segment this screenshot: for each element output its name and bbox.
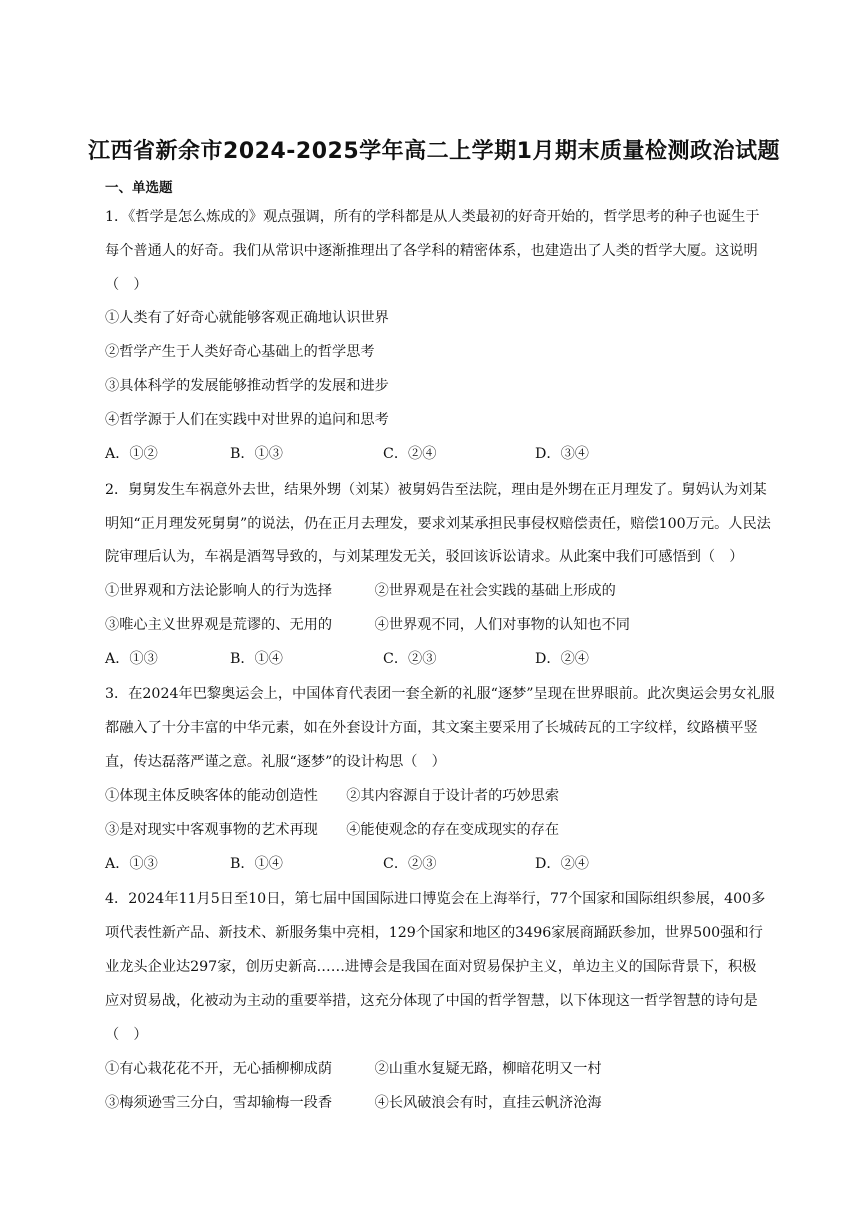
statement: ①人类有了好奇心就能够客观正确地认识世界 — [105, 310, 389, 326]
question-stem-line: （ ） — [105, 277, 148, 293]
question-stem-line: 业龙头企业达297家，创历史新高……进博会是我国在面对贸易保护主义，单边主义的国际背景下，积极 — [105, 959, 757, 975]
question-stem-line: 明知“正月理发死舅舅”的说法，仍在正月去理发，要求刘某承担民事侵权赔偿责任，赔偿100万元。人民法 — [105, 516, 771, 532]
option-a: A．①③ — [105, 856, 158, 872]
page-title: 江西省新余市2024-2025学年高二上学期1月期末质量检测政治试题 — [88, 139, 780, 164]
option-c: C．②③ — [383, 651, 437, 667]
statement: ④哲学源于人们在实践中对世界的追问和思考 — [105, 412, 389, 428]
option-c: C．②③ — [383, 856, 437, 872]
question-stem-line: 每个普通人的好奇。我们从常识中逐渐推理出了各学科的精密体系，也建造出了人类的哲学大厦。这说明 — [105, 243, 758, 259]
statement: ③具体科学的发展能够推动哲学的发展和进步 — [105, 378, 389, 394]
option-d: D．②④ — [535, 856, 589, 872]
question-stem-line: 项代表性新产品、新技术、新服务集中亮相，129个国家和地区的3496家展商踊跃参加，世界500强和行 — [105, 925, 763, 941]
option-d: D．③④ — [535, 446, 589, 462]
question-stem-line: 3．在2024年巴黎奥运会上，中国体育代表团一套全新的礼服“逐梦”呈现在世界眼前。此次奥运会男女礼服 — [105, 686, 775, 702]
section-heading: 一、单选题 — [105, 180, 173, 196]
statement: ①体现主体反映客体的能动创造性 ②其内容源自于设计者的巧妙思索 — [105, 788, 560, 804]
statement: ③唯心主义世界观是荒谬的、无用的 ④世界观不同，人们对事物的认知也不同 — [105, 617, 630, 633]
question-stem-line: 4．2024年11月5日至10日，第七届中国国际进口博览会在上海举行，77个国家和国际组织参展，400多 — [105, 891, 766, 907]
question-stem-line: 都融入了十分丰富的中华元素，如在外套设计方面，其文案主要采用了长城砖瓦的工字纹样，纹路横平竖 — [105, 720, 758, 736]
option-c: C．②④ — [383, 446, 437, 462]
statement: ②哲学产生于人类好奇心基础上的哲学思考 — [105, 344, 375, 360]
option-b: B．①④ — [230, 856, 283, 872]
option-d: D．②④ — [535, 651, 589, 667]
statement: ③是对现实中客观事物的艺术再现 ④能使观念的存在变成现实的存在 — [105, 822, 560, 838]
statement: ①有心栽花花不开，无心插柳柳成荫 ②山重水复疑无路，柳暗花明又一村 — [105, 1061, 602, 1077]
option-b: B．①④ — [230, 651, 283, 667]
question-stem-line: 2．舅舅发生车祸意外去世，结果外甥（刘某）被舅妈告至法院，理由是外甥在正月理发了。舅妈认为刘某 — [105, 482, 767, 498]
option-a: A．①③ — [105, 651, 158, 667]
question-stem-line: （ ） — [105, 1027, 148, 1043]
question-stem-line: 应对贸易战，化被动为主动的重要举措，这充分体现了中国的哲学智慧，以下体现这一哲学智慧的诗句是 — [105, 993, 758, 1009]
statement: ③梅须逊雪三分白，雪却输梅一段香 ④长风破浪会有时，直挂云帆济沧海 — [105, 1095, 602, 1111]
option-b: B．①③ — [230, 446, 283, 462]
option-a: A．①② — [105, 446, 158, 462]
question-stem-line: 1．《哲学是怎么炼成的》观点强调，所有的学科都是从人类最初的好奇开始的，哲学思考的种子也诞生于 — [105, 209, 760, 225]
question-stem-line: 院审理后认为，车祸是酒驾导致的，与刘某理发无关，驳回该诉讼请求。从此案中我们可感悟到（ ） — [105, 549, 744, 565]
statement: ①世界观和方法论影响人的行为选择 ②世界观是在社会实践的基础上形成的 — [105, 583, 616, 599]
question-stem-line: 直，传达磊落严谨之意。礼服“逐梦”的设计构思（ ） — [105, 754, 446, 770]
